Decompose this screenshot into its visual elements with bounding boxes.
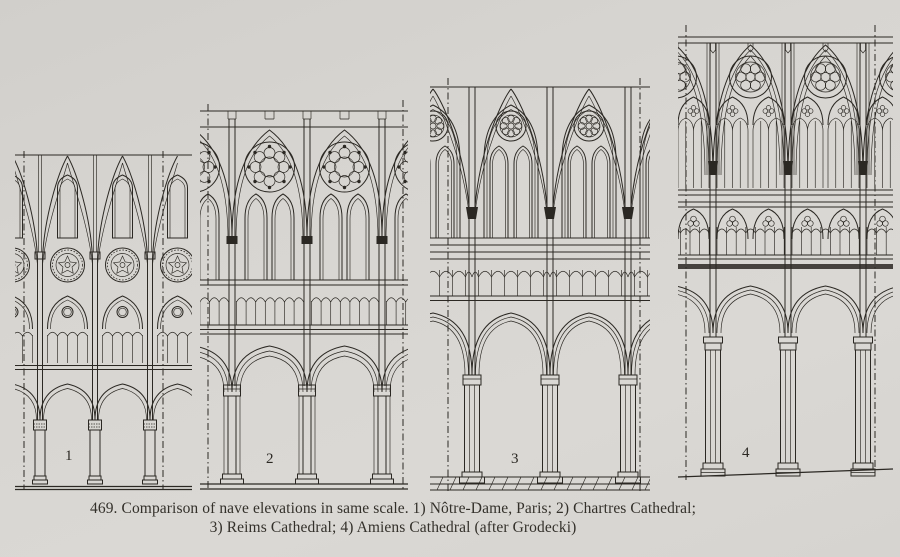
elevation-drawing-notre-dame xyxy=(15,133,192,492)
elevation-drawing-reims xyxy=(430,78,650,497)
elevation-drawing-chartres xyxy=(200,98,408,494)
panel-number-label: 4 xyxy=(742,445,750,461)
figure-caption xyxy=(23,499,763,537)
figure-caption-line-1: 469. Comparison of nave elevations in same scale. 1) Nôtre-Dame, Paris; 2) Chartres Cathedral; xyxy=(90,500,696,517)
panel-number-label: 2 xyxy=(266,451,274,467)
elevation-drawing-amiens xyxy=(678,25,893,500)
figure-caption-line-2: 3) Reims Cathedral; 4) Amiens Cathedral (after Grodecki) xyxy=(209,519,577,536)
panel-number-label: 1 xyxy=(65,448,73,464)
panel-number-label: 3 xyxy=(511,451,519,467)
